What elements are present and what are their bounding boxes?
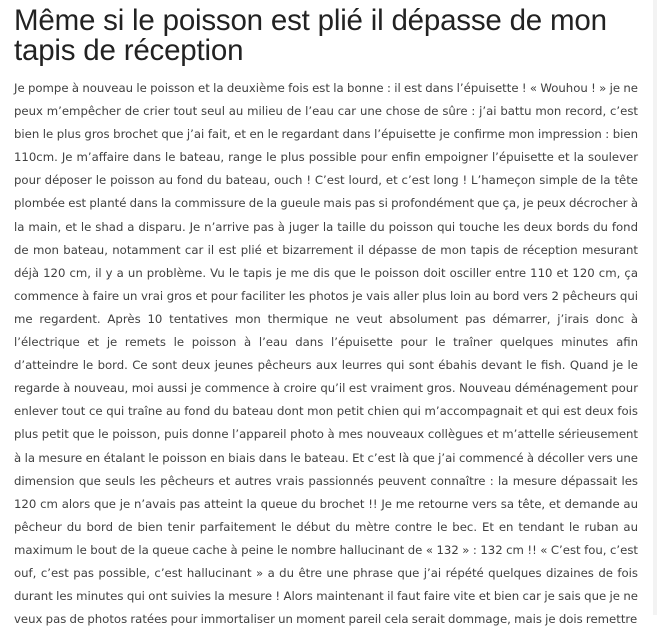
- article-title: Même si le poisson est plié il dépasse de mon tapis de réception: [14, 4, 607, 67]
- article: [14, 6, 638, 631]
- page-edge-shade: [653, 0, 657, 615]
- article-paragraph: Je pompe à nouveau le poisson et la deuxième fois est la bonne : il est dans l’épuisette ! « Wouhou ! » je ne peux m’empêcher de crier tout seul au milieu de l’eau car une chose de sûre : j’ai battu mon record, c’est bien le plus gros brochet que j’ai fait, et en le regardant dans l’épuisette je confirme mon impression : bien 110cm. Je m’affaire dans le bateau, range le plus possible pour enfin empoigner l’épuisette et la soulever pour déposer le poisson au fond du bateau, ouch ! C’est lourd, et c’est long ! L’hameçon simple de la tête plombée est planté dans la commissure de la gueule mais pas si profondément que ça, je peux décrocher à la main, et le shad a disparu. Je n’arrive pas à juger la taille du poisson qui touche les deux bords du fond de mon bateau, notamment car il est plié et bizarrement il dépasse de mon tapis de réception mesurant déjà 120 cm, il y a un problème. Vu le tapis je me dis que le poisson doit osciller entre 110 et 120 cm, ça commence à faire un vrai gros et pour faciliter les photos je vais aller plus loin au bord vers 2 pêcheurs qui me regardent. Après 10 tentatives mon thermique ne veut absolument pas démarrer, j’irais donc à l’électrique et je remets le poisson à l’eau dans l’épuisette pour le traîner quelques minutes afin d’atteindre le bord. Ce sont deux jeunes pêcheurs aux leurres qui sont ébahis devant le fish. Quand je le regarde à nouveau, moi aussi je commence à croire qu’il est vraiment gros. Nouveau déménagement pour enlever tout ce qui traîne au fond du bateau dont mon petit chien qui m’accompagnait et qui est deux fois plus petit que le poisson, puis donne l’appareil photo à mes nouveaux collègues et m’attelle sérieusement à la mesure en étalant le poisson en biais dans le bateau. Et c’est là que j’ai commencé à décoller vers une dimension que seuls les pêcheurs et autres vrais passionnés peuvent connaître : la mesure dépassait les 120 cm alors que je n’avais pas atteint la queue du brochet !! Je me retourne vers sa tête, et demande au pêcheur du bord de bien tenir parfaitement le début du mètre contre le bec. Et en tendant le ruban au maximum le bout de la queue cache à peine le nombre hallucinant de « 132 » : 132 cm !! « C’est fou, c’est ouf, c’est pas possible, c’est hallucinant » a du être une phrase que j’ai répété quelques dizaines de fois durant les minutes qui ont suivies la mesure ! Alors maintenant il faut faire vite et bien car je sais que je ne veux pas de photos ratées pour immortaliser un moment pareil cela serait dommage, mais je dois remettre: [14, 81, 638, 627]
